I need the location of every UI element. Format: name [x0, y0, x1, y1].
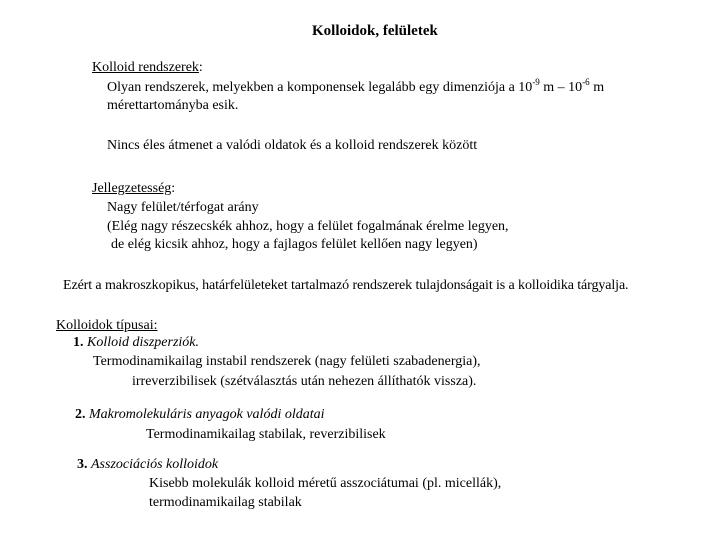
- type-1-title: [73, 334, 199, 352]
- transition-note: Nincs éles átmenet a valódi oldatok és a kolloid rendszerek között: [107, 138, 478, 153]
- heading-colon: :: [198, 60, 203, 75]
- type-3-desc1: Kisebb molekulák kolloid méretű asszociátumai (pl. micellák),: [149, 476, 502, 491]
- colloid-systems-heading-line: [92, 59, 203, 77]
- type-1-desc2: irreverzibilisek (szétválasztás után nehezen állíthatók vissza).: [132, 374, 477, 389]
- characteristics-heading-line: [92, 180, 175, 198]
- type-3-name: Asszociációs kolloidok: [91, 457, 219, 472]
- heading-colon: :: [171, 181, 176, 196]
- type-1-name: Kolloid diszperziók.: [87, 335, 200, 350]
- characteristics-line3: de elég kicsik ahhoz, hogy a fajlagos felület kellően nagy legyen): [111, 237, 478, 252]
- colloid-systems-heading: Kolloid rendszerek: [92, 60, 199, 75]
- type-2-title: [75, 406, 325, 424]
- type-1-desc1: Termodinamikailag instabil rendszerek (nagy felületi szabadenergia),: [93, 354, 481, 369]
- definition-text-post: m: [589, 80, 605, 95]
- type-3-number: 3.: [77, 457, 88, 472]
- exponent-2: -6: [582, 77, 590, 87]
- characteristics-line2: (Elég nagy részecskék ahhoz, hogy a felület fogalmának érelme legyen,: [107, 219, 509, 234]
- type-2-name: Makromolekuláris anyagok valódi oldatai: [89, 407, 325, 422]
- exponent-1: -9: [532, 77, 540, 87]
- colloid-definition-line1: [107, 79, 604, 97]
- type-3-title: [77, 456, 218, 474]
- colloid-types-heading: Kolloidok típusai:: [56, 318, 158, 333]
- summary-line: Ezért a makroszkopikus, határfelületeket tartalmazó rendszerek tulajdonságait is a kolloidika tárgyalja.: [63, 278, 629, 293]
- characteristics-heading: Jellegzetesség: [92, 181, 172, 196]
- page-title: Kolloidok, felületek: [312, 23, 438, 39]
- type-3-desc2: termodinamikailag stabilak: [149, 495, 302, 510]
- definition-text-mid: m – 10: [539, 80, 583, 95]
- colloid-definition-line2: mérettartományba esik.: [107, 98, 239, 113]
- type-2-number: 2.: [75, 407, 86, 422]
- type-2-desc1: Termodinamikailag stabilak, reverzibilisek: [146, 427, 386, 442]
- characteristics-line1: Nagy felület/térfogat arány: [107, 200, 259, 215]
- type-1-number: 1.: [73, 335, 84, 350]
- definition-text-pre: Olyan rendszerek, melyekben a komponensek legalább egy dimenziója a 10: [107, 80, 533, 95]
